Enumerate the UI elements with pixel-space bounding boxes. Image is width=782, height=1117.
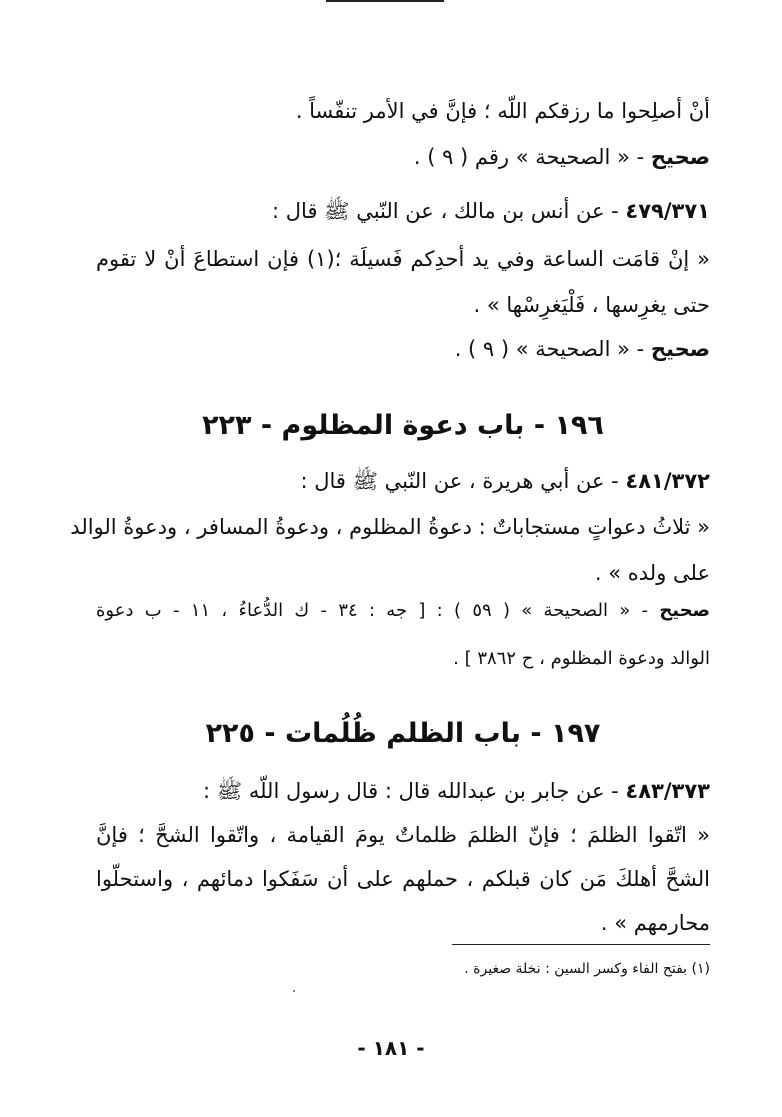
hadith-text-line: « إنْ قامَت الساعة وفي يد أحدِكم فَسيلَة ؛(١) فإن استطاعَ أنْ لا تقوم bbox=[96, 247, 710, 271]
text-line: أنْ أصلِحوا ما رزقكم اللّه ؛ فإنَّ في الأمر تنفّساً . bbox=[295, 99, 710, 123]
grade-line bbox=[96, 334, 710, 364]
hadith-chain: - عن جابر بن عبدالله قال : قال رسول اللّه ﷺ : bbox=[203, 779, 626, 803]
hadith-number: ٤٨١/٣٧٢ bbox=[625, 469, 710, 493]
hadith-text-line: الشحَّ أهلكَ مَن كان قبلكم ، حملهم على أن سَفَكوا دمائهم ، واستحلّوا bbox=[96, 867, 710, 891]
grade-text: - « الصحيحة » ( ٩ ) . bbox=[454, 337, 651, 361]
page-number: - ١٨١ - bbox=[357, 1036, 425, 1060]
hadith-text-line: محارمهم » . bbox=[600, 911, 710, 935]
footnote-rule bbox=[452, 944, 710, 945]
chapter-heading: ١٩٧ - باب الظلم ظُلُمات - ٢٢٥ bbox=[205, 718, 601, 749]
hadith-text-line: على ولده » . bbox=[594, 561, 710, 585]
hadith-intro bbox=[96, 196, 710, 226]
hadith-intro bbox=[96, 776, 710, 806]
hadith-chain: - عن أنس بن مالك ، عن النّبي ﷺ قال : bbox=[272, 199, 626, 223]
grade-label: صحيح bbox=[650, 145, 710, 169]
grade-label: صحيح bbox=[659, 600, 711, 621]
hadith-number: ٤٨٣/٣٧٣ bbox=[625, 779, 710, 803]
top-rule bbox=[326, 0, 444, 2]
footnote: (١) بفتح الفاء وكسر السين : نخلة صغيرة . bbox=[464, 961, 710, 977]
hadith-intro bbox=[96, 466, 710, 496]
hadith-text-line: حتى يغرِسها ، فَلْيَغرِسْها » . bbox=[473, 293, 710, 317]
grade-text: - « الصحيحة » ( ٥٩ ) : [ جه : ٣٤ - ك الدُّعاءُ ، ١١ - ب دعوة bbox=[96, 600, 660, 621]
hadith-number: ٤٧٩/٣٧١ bbox=[625, 199, 710, 223]
grade-line bbox=[96, 596, 710, 626]
grade-line-cont: الوالد ودعوة المظلوم ، ح ٣٨٦٢ ] . bbox=[453, 648, 710, 669]
grade-text: - « الصحيحة » رقم ( ٩ ) . bbox=[413, 145, 651, 169]
grade-label: صحيح bbox=[650, 337, 710, 361]
chapter-heading: ١٩٦ - باب دعوة المظلوم - ٢٢٣ bbox=[202, 410, 604, 441]
scan-speck bbox=[293, 990, 295, 992]
hadith-text-line: « ثلاثُ دعواتٍ مستجاباتٌ : دعوةُ المظلوم ، ودعوةُ المسافر ، ودعوةُ الوالد bbox=[70, 515, 710, 539]
hadith-chain: - عن أبي هريرة ، عن النّبي ﷺ قال : bbox=[300, 469, 626, 493]
grade-line bbox=[96, 142, 710, 172]
hadith-text-line: « اتّقوا الظلمَ ؛ فإنّ الظلمَ ظلماتٌ يومَ القيامة ، واتّقوا الشحَّ ؛ فإنَّ bbox=[96, 823, 710, 847]
